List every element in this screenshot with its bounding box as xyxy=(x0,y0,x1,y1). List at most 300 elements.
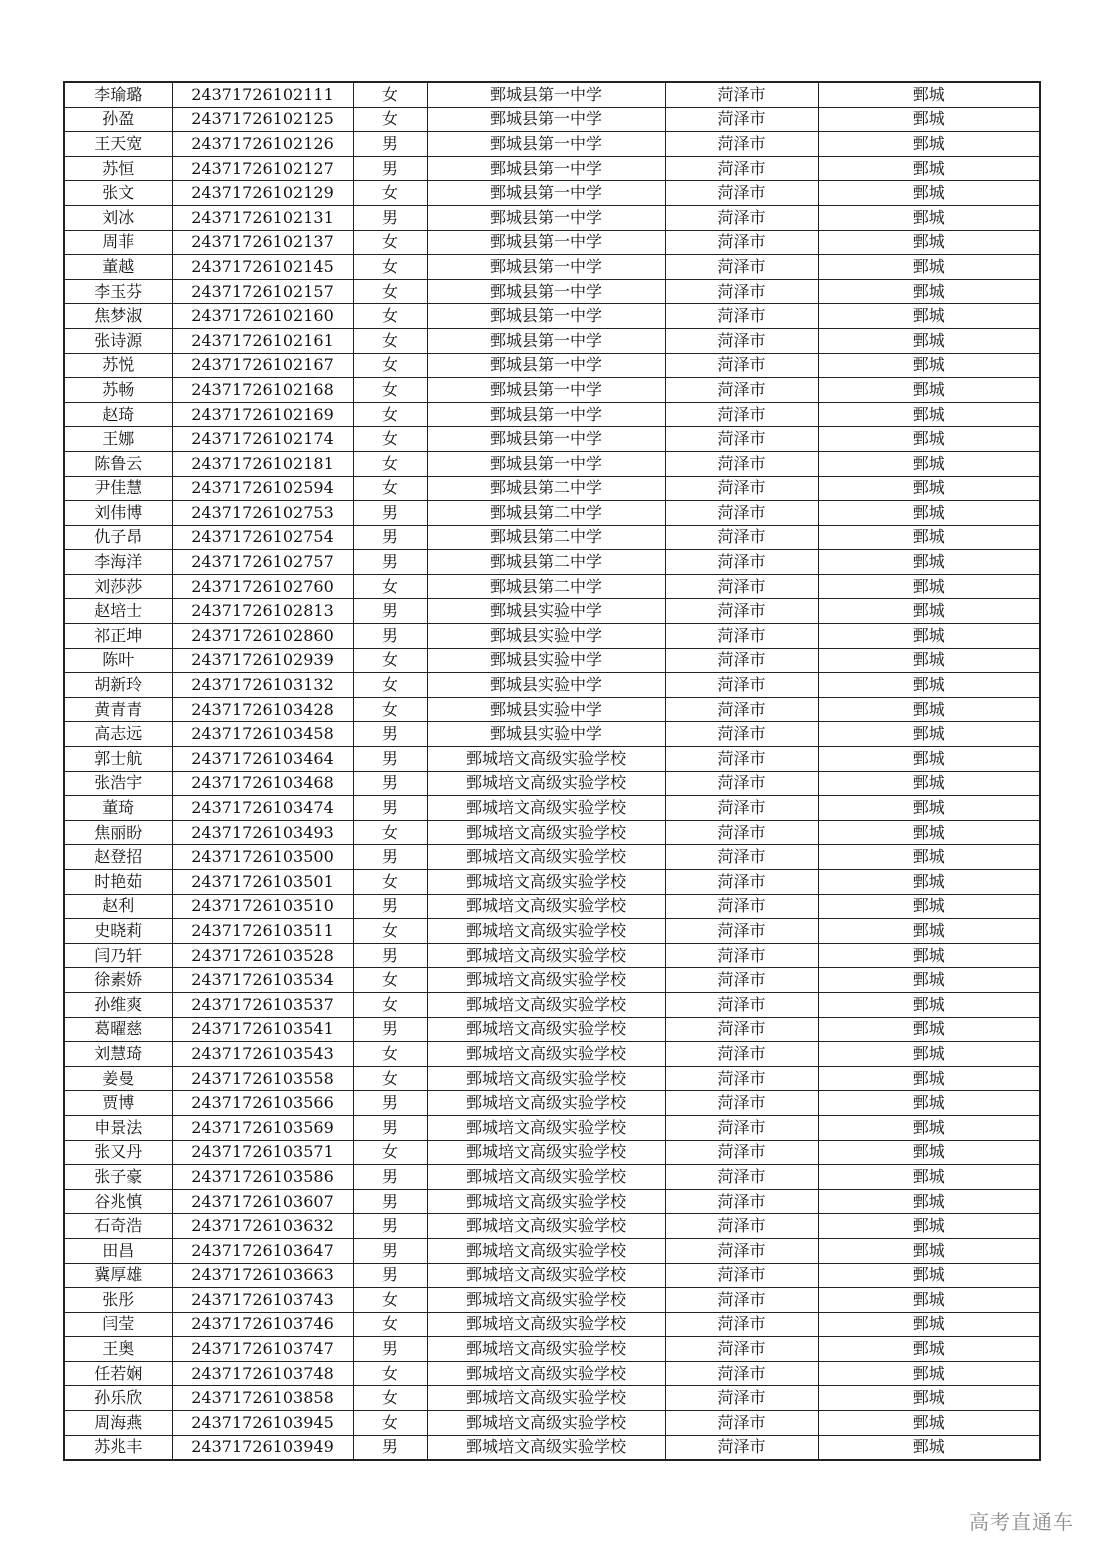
name-cell: 苏悦 xyxy=(64,353,172,378)
school-cell: 鄄城培文高级实验学校 xyxy=(427,1288,665,1313)
exam-id-cell: 24371726102760 xyxy=(172,574,353,599)
city-cell: 菏泽市 xyxy=(665,992,818,1017)
name-cell: 赵登招 xyxy=(64,845,172,870)
table-row xyxy=(64,1312,1040,1337)
exam-id-cell: 24371726103474 xyxy=(172,796,353,821)
county-cell: 鄄城 xyxy=(818,156,1040,181)
school-cell: 鄄城培文高级实验学校 xyxy=(427,1189,665,1214)
name-cell: 徐素娇 xyxy=(64,968,172,993)
school-cell: 鄄城培文高级实验学校 xyxy=(427,796,665,821)
gender-cell: 男 xyxy=(353,1165,427,1190)
table-row xyxy=(64,1189,1040,1214)
name-cell: 石奇浩 xyxy=(64,1214,172,1239)
name-cell: 苏兆丰 xyxy=(64,1435,172,1460)
county-cell: 鄄城 xyxy=(818,427,1040,452)
city-cell: 菏泽市 xyxy=(665,919,818,944)
gender-cell: 女 xyxy=(353,1288,427,1313)
school-cell: 鄄城县实验中学 xyxy=(427,624,665,649)
county-cell: 鄄城 xyxy=(818,107,1040,132)
exam-id-cell: 24371726103748 xyxy=(172,1361,353,1386)
exam-id-cell: 24371726103501 xyxy=(172,870,353,895)
school-cell: 鄄城培文高级实验学校 xyxy=(427,870,665,895)
exam-id-cell: 24371726103571 xyxy=(172,1140,353,1165)
name-cell: 郭士航 xyxy=(64,747,172,772)
gender-cell: 女 xyxy=(353,673,427,698)
gender-cell: 女 xyxy=(353,427,427,452)
table-row xyxy=(64,1066,1040,1091)
table-row xyxy=(64,894,1040,919)
city-cell: 菏泽市 xyxy=(665,870,818,895)
exam-id-cell: 24371726103464 xyxy=(172,747,353,772)
county-cell: 鄄城 xyxy=(818,771,1040,796)
county-cell: 鄄城 xyxy=(818,1435,1040,1460)
school-cell: 鄄城县第二中学 xyxy=(427,476,665,501)
gender-cell: 女 xyxy=(353,402,427,427)
gender-cell: 女 xyxy=(353,451,427,476)
table-row xyxy=(64,230,1040,255)
school-cell: 鄄城县第二中学 xyxy=(427,525,665,550)
county-cell: 鄄城 xyxy=(818,304,1040,329)
county-cell: 鄄城 xyxy=(818,1337,1040,1362)
city-cell: 菏泽市 xyxy=(665,722,818,747)
gender-cell: 男 xyxy=(353,525,427,550)
gender-cell: 男 xyxy=(353,796,427,821)
city-cell: 菏泽市 xyxy=(665,673,818,698)
gender-cell: 男 xyxy=(353,1115,427,1140)
exam-id-cell: 24371726103569 xyxy=(172,1115,353,1140)
name-cell: 高志远 xyxy=(64,722,172,747)
table-row xyxy=(64,1238,1040,1263)
name-cell: 赵琦 xyxy=(64,402,172,427)
gender-cell: 女 xyxy=(353,648,427,673)
exam-id-cell: 24371726102160 xyxy=(172,304,353,329)
school-cell: 鄄城县实验中学 xyxy=(427,697,665,722)
exam-id-cell: 24371726103586 xyxy=(172,1165,353,1190)
name-cell: 葛曜慈 xyxy=(64,1017,172,1042)
county-cell: 鄄城 xyxy=(818,845,1040,870)
name-cell: 董越 xyxy=(64,255,172,280)
city-cell: 菏泽市 xyxy=(665,1140,818,1165)
gender-cell: 女 xyxy=(353,820,427,845)
exam-id-cell: 24371726103949 xyxy=(172,1435,353,1460)
county-cell: 鄄城 xyxy=(818,1288,1040,1313)
gender-cell: 女 xyxy=(353,82,427,107)
school-cell: 鄄城县第一中学 xyxy=(427,451,665,476)
gender-cell: 男 xyxy=(353,1263,427,1288)
city-cell: 菏泽市 xyxy=(665,1435,818,1460)
county-cell: 鄄城 xyxy=(818,992,1040,1017)
city-cell: 菏泽市 xyxy=(665,378,818,403)
name-cell: 闫乃轩 xyxy=(64,943,172,968)
name-cell: 谷兆慎 xyxy=(64,1189,172,1214)
exam-id-cell: 24371726102169 xyxy=(172,402,353,427)
table-row xyxy=(64,1386,1040,1411)
county-cell: 鄄城 xyxy=(818,1115,1040,1140)
school-cell: 鄄城培文高级实验学校 xyxy=(427,1337,665,1362)
exam-id-cell: 24371726102145 xyxy=(172,255,353,280)
gender-cell: 女 xyxy=(353,353,427,378)
table-row xyxy=(64,648,1040,673)
table-row xyxy=(64,1263,1040,1288)
county-cell: 鄄城 xyxy=(818,968,1040,993)
name-cell: 刘莎莎 xyxy=(64,574,172,599)
school-cell: 鄄城培文高级实验学校 xyxy=(427,1165,665,1190)
city-cell: 菏泽市 xyxy=(665,205,818,230)
table-row xyxy=(64,181,1040,206)
county-cell: 鄄城 xyxy=(818,1165,1040,1190)
city-cell: 菏泽市 xyxy=(665,574,818,599)
gender-cell: 男 xyxy=(353,894,427,919)
name-cell: 陈叶 xyxy=(64,648,172,673)
gender-cell: 男 xyxy=(353,747,427,772)
city-cell: 菏泽市 xyxy=(665,1017,818,1042)
school-cell: 鄄城县实验中学 xyxy=(427,673,665,698)
exam-id-cell: 24371726102757 xyxy=(172,550,353,575)
gender-cell: 女 xyxy=(353,255,427,280)
city-cell: 菏泽市 xyxy=(665,1066,818,1091)
table-row xyxy=(64,501,1040,526)
gender-cell: 男 xyxy=(353,943,427,968)
name-cell: 胡新玲 xyxy=(64,673,172,698)
exam-id-cell: 24371726103632 xyxy=(172,1214,353,1239)
table-row xyxy=(64,919,1040,944)
school-cell: 鄄城县第一中学 xyxy=(427,402,665,427)
gender-cell: 男 xyxy=(353,1091,427,1116)
table-row xyxy=(64,205,1040,230)
table-row xyxy=(64,1165,1040,1190)
table-row xyxy=(64,1091,1040,1116)
school-cell: 鄄城县第一中学 xyxy=(427,205,665,230)
city-cell: 菏泽市 xyxy=(665,968,818,993)
exam-id-cell: 24371726103663 xyxy=(172,1263,353,1288)
school-cell: 鄄城培文高级实验学校 xyxy=(427,919,665,944)
exam-id-cell: 24371726102127 xyxy=(172,156,353,181)
county-cell: 鄄城 xyxy=(818,451,1040,476)
county-cell: 鄄城 xyxy=(818,525,1040,550)
name-cell: 陈鲁云 xyxy=(64,451,172,476)
county-cell: 鄄城 xyxy=(818,1017,1040,1042)
exam-id-cell: 24371726102157 xyxy=(172,279,353,304)
gender-cell: 男 xyxy=(353,845,427,870)
table-row xyxy=(64,624,1040,649)
county-cell: 鄄城 xyxy=(818,599,1040,624)
school-cell: 鄄城培文高级实验学校 xyxy=(427,771,665,796)
table-row xyxy=(64,107,1040,132)
school-cell: 鄄城培文高级实验学校 xyxy=(427,1386,665,1411)
city-cell: 菏泽市 xyxy=(665,1238,818,1263)
name-cell: 张诗源 xyxy=(64,328,172,353)
gender-cell: 男 xyxy=(353,599,427,624)
city-cell: 菏泽市 xyxy=(665,1312,818,1337)
city-cell: 菏泽市 xyxy=(665,1091,818,1116)
table-row xyxy=(64,255,1040,280)
school-cell: 鄄城县第一中学 xyxy=(427,427,665,452)
city-cell: 菏泽市 xyxy=(665,820,818,845)
table-row xyxy=(64,279,1040,304)
name-cell: 董琦 xyxy=(64,796,172,821)
name-cell: 任若娴 xyxy=(64,1361,172,1386)
table-row xyxy=(64,1214,1040,1239)
county-cell: 鄄城 xyxy=(818,181,1040,206)
school-cell: 鄄城培文高级实验学校 xyxy=(427,1263,665,1288)
county-cell: 鄄城 xyxy=(818,1042,1040,1067)
city-cell: 菏泽市 xyxy=(665,451,818,476)
school-cell: 鄄城县第一中学 xyxy=(427,156,665,181)
table-row xyxy=(64,378,1040,403)
county-cell: 鄄城 xyxy=(818,279,1040,304)
name-cell: 祁正坤 xyxy=(64,624,172,649)
school-cell: 鄄城培文高级实验学校 xyxy=(427,1091,665,1116)
county-cell: 鄄城 xyxy=(818,550,1040,575)
school-cell: 鄄城培文高级实验学校 xyxy=(427,1214,665,1239)
table-row xyxy=(64,156,1040,181)
gender-cell: 女 xyxy=(353,1411,427,1436)
name-cell: 贾博 xyxy=(64,1091,172,1116)
name-cell: 王娜 xyxy=(64,427,172,452)
exam-id-cell: 24371726103541 xyxy=(172,1017,353,1042)
school-cell: 鄄城县第一中学 xyxy=(427,230,665,255)
city-cell: 菏泽市 xyxy=(665,1288,818,1313)
name-cell: 焦梦淑 xyxy=(64,304,172,329)
table-row xyxy=(64,476,1040,501)
county-cell: 鄄城 xyxy=(818,353,1040,378)
table-row xyxy=(64,1337,1040,1362)
exam-id-cell: 24371726103558 xyxy=(172,1066,353,1091)
student-roster-table xyxy=(63,81,1041,1461)
county-cell: 鄄城 xyxy=(818,1091,1040,1116)
gender-cell: 女 xyxy=(353,107,427,132)
county-cell: 鄄城 xyxy=(818,624,1040,649)
exam-id-cell: 24371726103607 xyxy=(172,1189,353,1214)
table-row xyxy=(64,1140,1040,1165)
county-cell: 鄄城 xyxy=(818,673,1040,698)
county-cell: 鄄城 xyxy=(818,230,1040,255)
exam-id-cell: 24371726103458 xyxy=(172,722,353,747)
table-row xyxy=(64,747,1040,772)
city-cell: 菏泽市 xyxy=(665,550,818,575)
name-cell: 焦丽盼 xyxy=(64,820,172,845)
county-cell: 鄄城 xyxy=(818,255,1040,280)
gender-cell: 男 xyxy=(353,1337,427,1362)
exam-id-cell: 24371726102126 xyxy=(172,132,353,157)
school-cell: 鄄城培文高级实验学校 xyxy=(427,1312,665,1337)
name-cell: 孙维爽 xyxy=(64,992,172,1017)
name-cell: 周菲 xyxy=(64,230,172,255)
gender-cell: 女 xyxy=(353,697,427,722)
watermark-text: 高考直通车 xyxy=(969,1510,1074,1534)
school-cell: 鄄城培文高级实验学校 xyxy=(427,1115,665,1140)
school-cell: 鄄城培文高级实验学校 xyxy=(427,968,665,993)
school-cell: 鄄城培文高级实验学校 xyxy=(427,1066,665,1091)
school-cell: 鄄城县第一中学 xyxy=(427,181,665,206)
table-row xyxy=(64,1115,1040,1140)
city-cell: 菏泽市 xyxy=(665,624,818,649)
name-cell: 李玉芬 xyxy=(64,279,172,304)
name-cell: 王奥 xyxy=(64,1337,172,1362)
name-cell: 史晓莉 xyxy=(64,919,172,944)
gender-cell: 男 xyxy=(353,1017,427,1042)
table-row xyxy=(64,1411,1040,1436)
gender-cell: 女 xyxy=(353,1042,427,1067)
school-cell: 鄄城培文高级实验学校 xyxy=(427,1017,665,1042)
name-cell: 冀厚雄 xyxy=(64,1263,172,1288)
city-cell: 菏泽市 xyxy=(665,107,818,132)
school-cell: 鄄城培文高级实验学校 xyxy=(427,894,665,919)
gender-cell: 男 xyxy=(353,624,427,649)
gender-cell: 男 xyxy=(353,501,427,526)
table-row xyxy=(64,525,1040,550)
table-row xyxy=(64,82,1040,107)
county-cell: 鄄城 xyxy=(818,820,1040,845)
gender-cell: 女 xyxy=(353,328,427,353)
table-row xyxy=(64,599,1040,624)
school-cell: 鄄城县第一中学 xyxy=(427,82,665,107)
exam-id-cell: 24371726102939 xyxy=(172,648,353,673)
county-cell: 鄄城 xyxy=(818,574,1040,599)
exam-id-cell: 24371726102168 xyxy=(172,378,353,403)
exam-id-cell: 24371726102167 xyxy=(172,353,353,378)
name-cell: 张子豪 xyxy=(64,1165,172,1190)
table-row xyxy=(64,328,1040,353)
table-row xyxy=(64,771,1040,796)
exam-id-cell: 24371726102161 xyxy=(172,328,353,353)
city-cell: 菏泽市 xyxy=(665,648,818,673)
school-cell: 鄄城培文高级实验学校 xyxy=(427,1140,665,1165)
name-cell: 张浩宇 xyxy=(64,771,172,796)
name-cell: 孙盈 xyxy=(64,107,172,132)
gender-cell: 女 xyxy=(353,1140,427,1165)
county-cell: 鄄城 xyxy=(818,378,1040,403)
city-cell: 菏泽市 xyxy=(665,476,818,501)
city-cell: 菏泽市 xyxy=(665,1115,818,1140)
name-cell: 申景法 xyxy=(64,1115,172,1140)
name-cell: 刘冰 xyxy=(64,205,172,230)
exam-id-cell: 24371726103746 xyxy=(172,1312,353,1337)
city-cell: 菏泽市 xyxy=(665,156,818,181)
school-cell: 鄄城县第一中学 xyxy=(427,328,665,353)
exam-id-cell: 24371726102754 xyxy=(172,525,353,550)
gender-cell: 男 xyxy=(353,1238,427,1263)
school-cell: 鄄城县第二中学 xyxy=(427,501,665,526)
table-row xyxy=(64,1435,1040,1460)
gender-cell: 男 xyxy=(353,132,427,157)
county-cell: 鄄城 xyxy=(818,697,1040,722)
name-cell: 张文 xyxy=(64,181,172,206)
gender-cell: 女 xyxy=(353,230,427,255)
city-cell: 菏泽市 xyxy=(665,1337,818,1362)
exam-id-cell: 24371726103528 xyxy=(172,943,353,968)
county-cell: 鄄城 xyxy=(818,1214,1040,1239)
city-cell: 菏泽市 xyxy=(665,1361,818,1386)
name-cell: 王天宽 xyxy=(64,132,172,157)
exam-id-cell: 24371726102131 xyxy=(172,205,353,230)
school-cell: 鄄城培文高级实验学校 xyxy=(427,943,665,968)
exam-id-cell: 24371726103493 xyxy=(172,820,353,845)
county-cell: 鄄城 xyxy=(818,1140,1040,1165)
exam-id-cell: 24371726103534 xyxy=(172,968,353,993)
name-cell: 刘慧琦 xyxy=(64,1042,172,1067)
school-cell: 鄄城培文高级实验学校 xyxy=(427,1435,665,1460)
exam-id-cell: 24371726103428 xyxy=(172,697,353,722)
name-cell: 闫莹 xyxy=(64,1312,172,1337)
city-cell: 菏泽市 xyxy=(665,1386,818,1411)
name-cell: 姜曼 xyxy=(64,1066,172,1091)
gender-cell: 男 xyxy=(353,1189,427,1214)
name-cell: 尹佳慧 xyxy=(64,476,172,501)
city-cell: 菏泽市 xyxy=(665,599,818,624)
table-row xyxy=(64,845,1040,870)
school-cell: 鄄城培文高级实验学校 xyxy=(427,820,665,845)
roster-sheet xyxy=(63,81,1039,1461)
school-cell: 鄄城县第二中学 xyxy=(427,574,665,599)
table-row xyxy=(64,402,1040,427)
gender-cell: 女 xyxy=(353,476,427,501)
table-row xyxy=(64,968,1040,993)
name-cell: 时艳茹 xyxy=(64,870,172,895)
school-cell: 鄄城县第一中学 xyxy=(427,107,665,132)
city-cell: 菏泽市 xyxy=(665,1411,818,1436)
exam-id-cell: 24371726103743 xyxy=(172,1288,353,1313)
exam-id-cell: 24371726102181 xyxy=(172,451,353,476)
gender-cell: 女 xyxy=(353,304,427,329)
school-cell: 鄄城县第一中学 xyxy=(427,255,665,280)
city-cell: 菏泽市 xyxy=(665,132,818,157)
school-cell: 鄄城县实验中学 xyxy=(427,648,665,673)
name-cell: 黄青青 xyxy=(64,697,172,722)
county-cell: 鄄城 xyxy=(818,82,1040,107)
exam-id-cell: 24371726102174 xyxy=(172,427,353,452)
county-cell: 鄄城 xyxy=(818,722,1040,747)
gender-cell: 男 xyxy=(353,156,427,181)
table-row xyxy=(64,574,1040,599)
county-cell: 鄄城 xyxy=(818,943,1040,968)
roster-body xyxy=(64,82,1040,1460)
table-row xyxy=(64,820,1040,845)
exam-id-cell: 24371726103537 xyxy=(172,992,353,1017)
county-cell: 鄄城 xyxy=(818,205,1040,230)
table-row xyxy=(64,1361,1040,1386)
city-cell: 菏泽市 xyxy=(665,697,818,722)
city-cell: 菏泽市 xyxy=(665,894,818,919)
city-cell: 菏泽市 xyxy=(665,1189,818,1214)
gender-cell: 男 xyxy=(353,722,427,747)
table-row xyxy=(64,1288,1040,1313)
exam-id-cell: 24371726103647 xyxy=(172,1238,353,1263)
county-cell: 鄄城 xyxy=(818,1411,1040,1436)
county-cell: 鄄城 xyxy=(818,501,1040,526)
exam-id-cell: 24371726103543 xyxy=(172,1042,353,1067)
county-cell: 鄄城 xyxy=(818,919,1040,944)
exam-id-cell: 24371726103132 xyxy=(172,673,353,698)
gender-cell: 女 xyxy=(353,279,427,304)
gender-cell: 男 xyxy=(353,205,427,230)
gender-cell: 女 xyxy=(353,1066,427,1091)
table-row xyxy=(64,870,1040,895)
exam-id-cell: 24371726103566 xyxy=(172,1091,353,1116)
city-cell: 菏泽市 xyxy=(665,771,818,796)
school-cell: 鄄城培文高级实验学校 xyxy=(427,747,665,772)
table-row xyxy=(64,550,1040,575)
table-row xyxy=(64,132,1040,157)
school-cell: 鄄城县第一中学 xyxy=(427,304,665,329)
school-cell: 鄄城县实验中学 xyxy=(427,722,665,747)
county-cell: 鄄城 xyxy=(818,1066,1040,1091)
table-row xyxy=(64,427,1040,452)
name-cell: 苏畅 xyxy=(64,378,172,403)
table-row xyxy=(64,1042,1040,1067)
table-row xyxy=(64,673,1040,698)
gender-cell: 女 xyxy=(353,870,427,895)
